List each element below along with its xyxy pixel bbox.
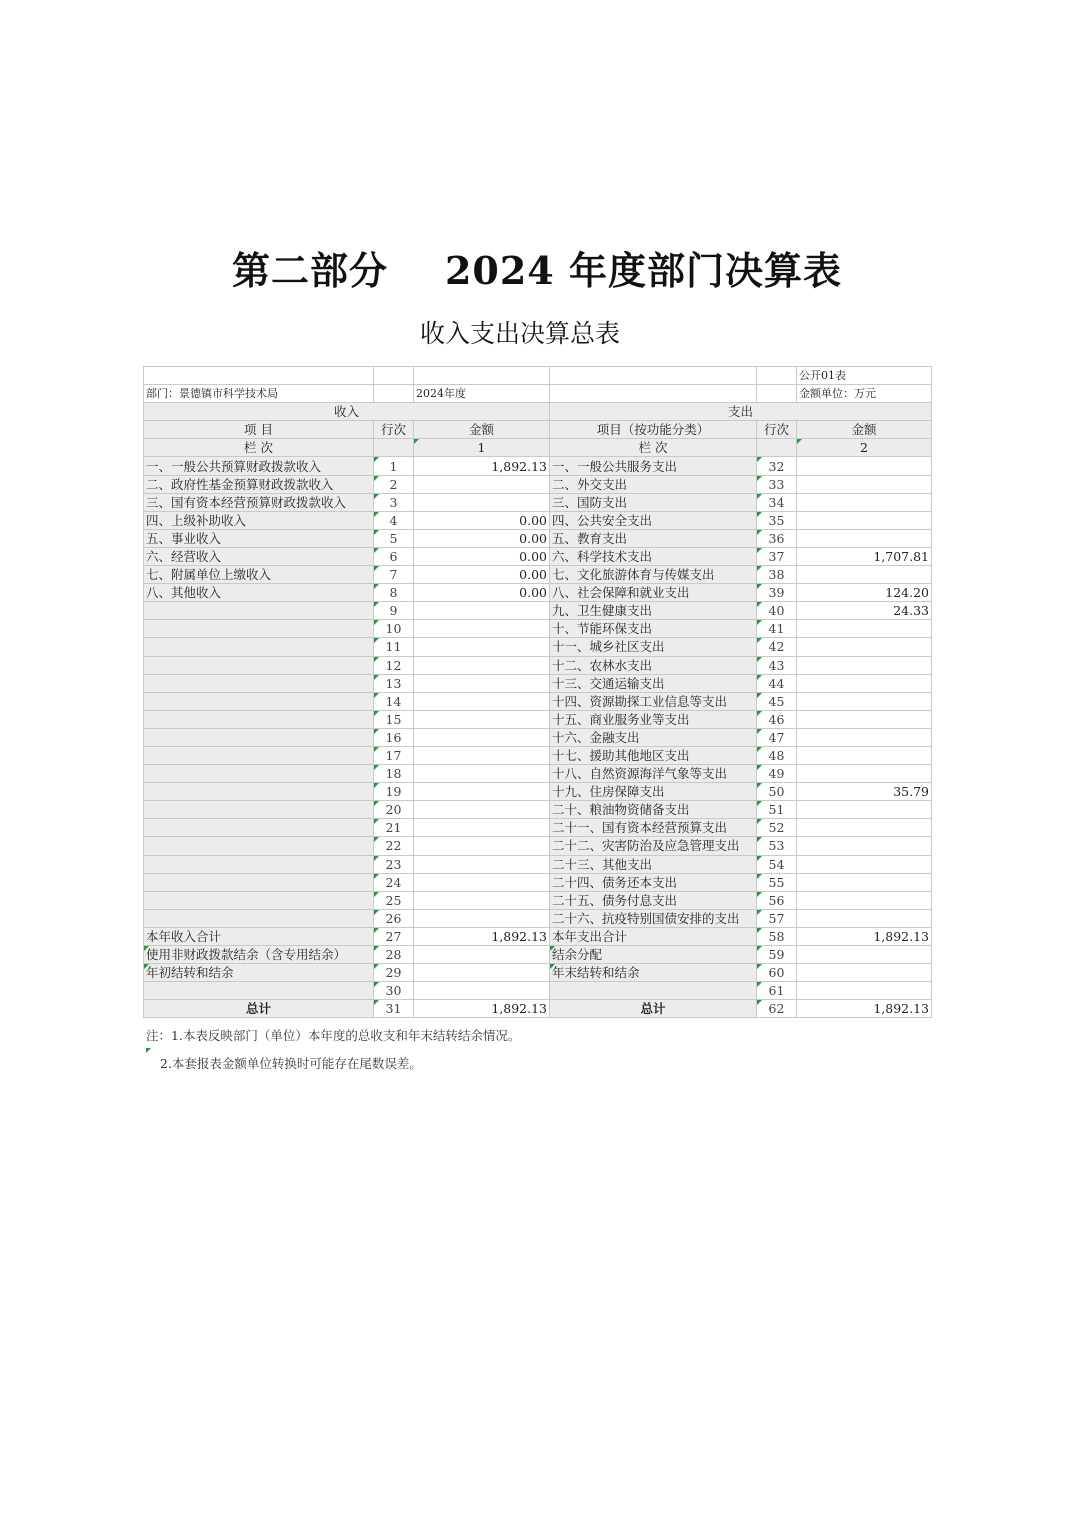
table-row [144, 584, 932, 602]
expense-amount [797, 529, 932, 547]
expense-line-number: 61 [757, 982, 797, 1000]
income-amount: 0.00 [414, 529, 550, 547]
income-item-label: 四、上级补助收入 [144, 511, 374, 529]
income-item-label: 本年收入合计 [144, 927, 374, 945]
income-item-label: 五、事业收入 [144, 529, 374, 547]
expense-line-number: 42 [757, 638, 797, 656]
expense-item-label: 二十三、其他支出 [550, 855, 757, 873]
income-column-index: 1 [414, 439, 550, 457]
expense-item-label: 七、文化旅游体育与传媒支出 [550, 566, 757, 584]
income-amount: 0.00 [414, 584, 550, 602]
table-row [144, 765, 932, 783]
expense-line-number: 37 [757, 547, 797, 565]
income-amount [414, 783, 550, 801]
income-amount [414, 837, 550, 855]
income-amount [414, 819, 550, 837]
table-row [144, 927, 932, 945]
income-line-number: 24 [374, 873, 414, 891]
expense-amount [797, 692, 932, 710]
expense-item-label: 十一、城乡社区支出 [550, 638, 757, 656]
expense-item-header: 项目（按功能分类） [550, 421, 757, 439]
income-line-number: 27 [374, 927, 414, 945]
note-2-text: 2.本套报表金额单位转换时可能存在尾数误差。 [160, 1056, 422, 1071]
expense-line-number: 39 [757, 584, 797, 602]
income-line-number: 5 [374, 529, 414, 547]
expense-amount [797, 493, 932, 511]
expense-line-number: 32 [757, 457, 797, 475]
expense-line-number: 34 [757, 493, 797, 511]
income-line-number: 30 [374, 982, 414, 1000]
income-line-number: 22 [374, 837, 414, 855]
table-row [144, 529, 932, 547]
income-item-label [144, 674, 374, 692]
income-amount [414, 909, 550, 927]
expense-item-label: 十六、金融支出 [550, 728, 757, 746]
income-amount [414, 620, 550, 638]
expense-amount [797, 566, 932, 584]
income-line-number: 23 [374, 855, 414, 873]
table-row [144, 493, 932, 511]
income-amount: 1,892.13 [414, 927, 550, 945]
part-title: 第二部分 2024 年度部门决算表 [232, 248, 842, 293]
income-line-number: 6 [374, 547, 414, 565]
income-line-number: 18 [374, 765, 414, 783]
table-row [144, 656, 932, 674]
income-line-number: 29 [374, 964, 414, 982]
expense-line-number: 56 [757, 891, 797, 909]
expense-item-label: 十四、资源勘探工业信息等支出 [550, 692, 757, 710]
expense-item-label: 二十六、抗疫特别国债安排的支出 [550, 909, 757, 927]
expense-line-number: 46 [757, 710, 797, 728]
table-row [144, 801, 932, 819]
table-row [144, 620, 932, 638]
income-item-label: 三、国有资本经营预算财政拨款收入 [144, 493, 374, 511]
expense-line-number: 59 [757, 946, 797, 964]
income-item-label [144, 783, 374, 801]
expense-amount: 124.20 [797, 584, 932, 602]
income-item-label [144, 710, 374, 728]
expense-item-label: 十七、援助其他地区支出 [550, 746, 757, 764]
expense-line-number: 35 [757, 511, 797, 529]
report-year: 2024年度 [414, 385, 550, 403]
income-amount: 1,892.13 [414, 1000, 550, 1018]
expense-line-number: 53 [757, 837, 797, 855]
income-item-label [144, 837, 374, 855]
expense-line-number: 38 [757, 566, 797, 584]
expense-line-number: 51 [757, 801, 797, 819]
income-item-label: 一、一般公共预算财政拨款收入 [144, 457, 374, 475]
table-row [144, 457, 932, 475]
income-amount [414, 964, 550, 982]
expense-amount [797, 475, 932, 493]
expense-amount [797, 656, 932, 674]
income-amount [414, 855, 550, 873]
meta-row [144, 385, 932, 403]
expense-item-label: 五、教育支出 [550, 529, 757, 547]
expense-item-label: 三、国防支出 [550, 493, 757, 511]
income-item-label: 七、附属单位上缴收入 [144, 566, 374, 584]
income-line-number: 1 [374, 457, 414, 475]
expense-line-number: 43 [757, 656, 797, 674]
expense-item-label: 十八、自然资源海洋气象等支出 [550, 765, 757, 783]
income-item-label [144, 656, 374, 674]
expense-amount [797, 873, 932, 891]
expense-line-number: 50 [757, 783, 797, 801]
expense-amount [797, 946, 932, 964]
section-header-row [144, 403, 932, 421]
expense-line-number: 33 [757, 475, 797, 493]
income-line-number: 20 [374, 801, 414, 819]
expense-line-number: 48 [757, 746, 797, 764]
expense-item-label: 十三、交通运输支出 [550, 674, 757, 692]
expense-amount [797, 728, 932, 746]
income-amount [414, 493, 550, 511]
income-item-label: 年初结转和结余 [144, 964, 374, 982]
table-row [144, 783, 932, 801]
expense-item-label: 一、一般公共服务支出 [550, 457, 757, 475]
table-row [144, 855, 932, 873]
income-amount [414, 765, 550, 783]
income-amount [414, 891, 550, 909]
table-row [144, 946, 932, 964]
expense-amount: 24.33 [797, 602, 932, 620]
income-line-number: 14 [374, 692, 414, 710]
income-column-label: 栏 次 [144, 439, 374, 457]
income-line-number: 4 [374, 511, 414, 529]
expense-amount [797, 710, 932, 728]
income-item-label [144, 765, 374, 783]
income-line-number: 25 [374, 891, 414, 909]
income-item-label [144, 873, 374, 891]
expense-item-label: 十九、住房保障支出 [550, 783, 757, 801]
income-line-number: 31 [374, 1000, 414, 1018]
income-item-label [144, 801, 374, 819]
income-amount [414, 801, 550, 819]
expense-line-number: 58 [757, 927, 797, 945]
expense-item-label: 二十、粮油物资储备支出 [550, 801, 757, 819]
expense-amount [797, 765, 932, 783]
income-amount [414, 656, 550, 674]
expense-amount [797, 982, 932, 1000]
table-row [144, 566, 932, 584]
expense-item-label: 十五、商业服务业等支出 [550, 710, 757, 728]
expense-amount [797, 891, 932, 909]
expense-amount [797, 674, 932, 692]
table-row [144, 692, 932, 710]
expense-amount [797, 855, 932, 873]
table-row [144, 638, 932, 656]
expense-item-label: 九、卫生健康支出 [550, 602, 757, 620]
expense-item-label: 年末结转和结余 [550, 964, 757, 982]
income-amount [414, 873, 550, 891]
income-amount [414, 692, 550, 710]
expense-column-label: 栏 次 [550, 439, 757, 457]
income-item-label [144, 819, 374, 837]
table-row [144, 891, 932, 909]
column-header-row [144, 421, 932, 439]
expense-item-label: 二、外交支出 [550, 475, 757, 493]
expense-amount [797, 511, 932, 529]
expense-item-label: 二十五、债务付息支出 [550, 891, 757, 909]
table-row [144, 602, 932, 620]
income-amount: 0.00 [414, 566, 550, 584]
expense-line-number: 40 [757, 602, 797, 620]
expense-amount: 1,707.81 [797, 547, 932, 565]
expense-amount [797, 638, 932, 656]
income-item-label [144, 602, 374, 620]
table-row [144, 674, 932, 692]
income-item-label [144, 909, 374, 927]
expense-item-label: 总计 [550, 1000, 757, 1018]
income-item-label: 二、政府性基金预算财政拨款收入 [144, 475, 374, 493]
expense-item-label: 十、节能环保支出 [550, 620, 757, 638]
income-line-number: 16 [374, 728, 414, 746]
table-row [144, 710, 932, 728]
table-row [144, 746, 932, 764]
expense-amount [797, 837, 932, 855]
income-line-number: 8 [374, 584, 414, 602]
expense-amount: 35.79 [797, 783, 932, 801]
department-name: 部门：景德镇市科学技术局 [144, 385, 374, 403]
expense-amount-header: 金额 [797, 421, 932, 439]
expense-amount: 1,892.13 [797, 927, 932, 945]
income-header: 收入 [144, 403, 550, 421]
income-item-label: 六、经营收入 [144, 547, 374, 565]
income-item-label [144, 728, 374, 746]
income-amount-header: 金额 [414, 421, 550, 439]
income-amount [414, 475, 550, 493]
income-line-number: 28 [374, 946, 414, 964]
income-line-number: 2 [374, 475, 414, 493]
expense-item-label: 四、公共安全支出 [550, 511, 757, 529]
amount-unit: 金额单位：万元 [797, 385, 932, 403]
expense-item-label [550, 982, 757, 1000]
table-row [144, 964, 932, 982]
income-line-number: 11 [374, 638, 414, 656]
expense-item-label: 本年支出合计 [550, 927, 757, 945]
income-item-header: 项 目 [144, 421, 374, 439]
income-item-label: 八、其他收入 [144, 584, 374, 602]
expense-amount [797, 457, 932, 475]
income-amount [414, 946, 550, 964]
expense-item-label: 八、社会保障和就业支出 [550, 584, 757, 602]
note-1: 注：1.本表反映部门（单位）本年度的总收支和年末结转结余情况。 [146, 1028, 521, 1043]
expense-line-number: 47 [757, 728, 797, 746]
expense-line-number: 49 [757, 765, 797, 783]
income-line-number: 19 [374, 783, 414, 801]
income-item-label [144, 891, 374, 909]
expense-item-label: 二十一、国有资本经营预算支出 [550, 819, 757, 837]
table-row [144, 728, 932, 746]
table-row [144, 547, 932, 565]
income-amount: 1,892.13 [414, 457, 550, 475]
expense-header: 支出 [550, 403, 932, 421]
expense-item-label: 六、科学技术支出 [550, 547, 757, 565]
income-line-number: 3 [374, 493, 414, 511]
income-amount [414, 638, 550, 656]
expense-line-number: 36 [757, 529, 797, 547]
income-amount: 0.00 [414, 511, 550, 529]
expense-line-number: 60 [757, 964, 797, 982]
income-amount [414, 746, 550, 764]
table-row [144, 819, 932, 837]
income-amount [414, 982, 550, 1000]
expense-line-number: 57 [757, 909, 797, 927]
table-row [144, 982, 932, 1000]
income-item-label [144, 638, 374, 656]
expense-line-number: 52 [757, 819, 797, 837]
income-amount [414, 728, 550, 746]
table-row [144, 1000, 932, 1018]
income-line-header: 行次 [374, 421, 414, 439]
expense-line-number: 55 [757, 873, 797, 891]
expense-amount [797, 620, 932, 638]
form-no-row [144, 367, 932, 385]
note-2 [146, 1054, 422, 1072]
expense-line-number: 41 [757, 620, 797, 638]
expense-line-header: 行次 [757, 421, 797, 439]
form-number: 公开01表 [797, 367, 932, 385]
expense-item-label: 十二、农林水支出 [550, 656, 757, 674]
table-row [144, 837, 932, 855]
table-title: 收入支出决算总表 [419, 319, 620, 348]
expense-amount [797, 801, 932, 819]
expense-item-label: 二十四、债务还本支出 [550, 873, 757, 891]
column-index-row [144, 439, 932, 457]
expense-amount: 1,892.13 [797, 1000, 932, 1018]
income-line-number: 17 [374, 746, 414, 764]
expense-amount [797, 746, 932, 764]
income-line-number: 9 [374, 602, 414, 620]
income-item-label [144, 692, 374, 710]
income-line-number: 13 [374, 674, 414, 692]
income-line-number: 12 [374, 656, 414, 674]
table-row [144, 475, 932, 493]
expense-amount [797, 819, 932, 837]
expense-column-index: 2 [797, 439, 932, 457]
income-amount: 0.00 [414, 547, 550, 565]
expense-amount [797, 964, 932, 982]
expense-line-number: 45 [757, 692, 797, 710]
income-line-number: 15 [374, 710, 414, 728]
table-row [144, 909, 932, 927]
income-expense-table [143, 366, 932, 1018]
expense-item-label: 二十二、灾害防治及应急管理支出 [550, 837, 757, 855]
income-item-label: 使用非财政拨款结余（含专用结余） [144, 946, 374, 964]
table-row [144, 873, 932, 891]
table-row [144, 511, 932, 529]
income-line-number: 21 [374, 819, 414, 837]
income-item-label [144, 620, 374, 638]
income-line-number: 7 [374, 566, 414, 584]
income-item-label [144, 982, 374, 1000]
expense-item-label: 结余分配 [550, 946, 757, 964]
expense-amount [797, 909, 932, 927]
expense-line-number: 54 [757, 855, 797, 873]
expense-line-number: 62 [757, 1000, 797, 1018]
income-item-label [144, 746, 374, 764]
income-amount [414, 674, 550, 692]
income-line-number: 10 [374, 620, 414, 638]
income-item-label: 总计 [144, 1000, 374, 1018]
income-line-number: 26 [374, 909, 414, 927]
income-amount [414, 710, 550, 728]
income-amount [414, 602, 550, 620]
income-item-label [144, 855, 374, 873]
expense-line-number: 44 [757, 674, 797, 692]
